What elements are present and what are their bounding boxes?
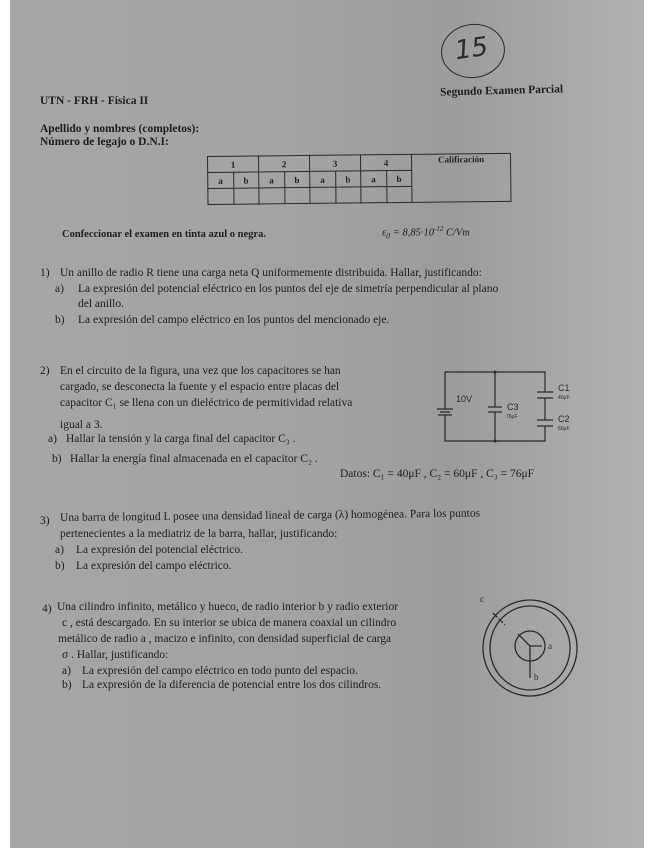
score-1a[interactable]: [208, 188, 234, 204]
epsilon-subscript: 0: [386, 231, 391, 241]
q2-part-b-label: b): [52, 453, 62, 465]
q2-part-b-text: Hallar la energía final almacenada en el capacitor C₂ .: [70, 453, 318, 465]
grade-mark: 15: [453, 31, 491, 67]
c3-value: 76μF: [506, 414, 518, 420]
circuit-diagram: [420, 362, 590, 447]
score-2a[interactable]: [259, 188, 285, 204]
score-4a[interactable]: [361, 187, 387, 203]
question-2-line-3: capacitor C₁ se llena con un dieléctrico de permitividad relativa: [60, 397, 353, 409]
part-4b: b: [386, 170, 412, 186]
q4-part-a-label: a): [62, 665, 71, 677]
institution-title: UTN - FRH - Física II: [40, 95, 149, 107]
grade-col-2: 2: [259, 155, 310, 172]
core-radius-label: a: [548, 641, 552, 651]
part-2a: a: [259, 172, 285, 188]
question-4-line-2: c , está descargado. En su interior se ubica de manera coaxial un cilindro: [62, 617, 397, 629]
score-1b[interactable]: [233, 188, 259, 204]
exam-title: Segundo Examen Parcial: [439, 83, 564, 99]
question-3-line-2: pertenecientes a la mediatriz de la barra, hallar, justificando:: [60, 528, 338, 540]
source-label: 10V: [456, 394, 473, 404]
q1-part-a-text: La expresión del potencial eléctrico en los puntos del eje de simetría perpendicular al plano: [78, 283, 499, 295]
question-4-line-4: σ . Hallar, justificando:: [62, 649, 169, 661]
outer-radius-label: c: [480, 594, 484, 604]
q2-data: Datos: C₁ = 40μF , C₂ = 60μF , C₃ = 76μF: [340, 468, 535, 480]
score-3b[interactable]: [335, 187, 361, 203]
q4-part-a-text: La expresión del campo eléctrico en todo punto del espacio.: [82, 665, 358, 677]
grade-table: [207, 153, 511, 205]
score-2b[interactable]: [284, 187, 310, 203]
c1-value: 40μF: [558, 395, 570, 401]
inner-radius-label: b: [534, 672, 539, 682]
question-4-line-1: Una cilindro infinito, metálico y hueco, de radio interior b y radio exterior: [57, 601, 399, 613]
score-cell: Calificación: [411, 153, 510, 202]
question-2-line-1: En el circuito de la figura, una vez que los capacitores se han: [60, 365, 341, 377]
q1-part-b-text: La expresión del campo eléctrico en los puntos del mencionado eje.: [78, 314, 390, 326]
id-field-label: Número de legajo o D.N.I:: [40, 136, 169, 148]
q3-part-b-label: b): [55, 560, 65, 572]
c2-value: 60μF: [558, 426, 570, 432]
constant-exponent: -12: [433, 225, 444, 233]
grade-col-1: 1: [208, 156, 259, 173]
grade-col-3: 3: [309, 155, 360, 172]
question-2-line-2: cargado, se desconecta la fuente y el espacio entre placas del: [60, 381, 340, 393]
part-3a: a: [310, 171, 336, 187]
question-4-line-3: metálico de radio a , macizo e infinito, con densidad superficial de carga: [58, 633, 392, 645]
q3-part-a-text: La expresión del potencial eléctrico.: [76, 544, 243, 556]
q2-part-a-label: a): [48, 433, 57, 445]
question-2-line-4: igual a 3.: [60, 419, 103, 431]
part-1a: a: [208, 172, 234, 188]
question-3-line-1: Una barra de longitud L posee una densidad lineal de carga (λ) homogénea. Para los puntos: [59, 507, 481, 524]
c2-label: C2: [558, 414, 570, 424]
coaxial-cylinders-figure: [470, 590, 610, 710]
instructions: Confeccionar el examen en tinta azul o negra.: [62, 229, 266, 240]
question-4-number: 4): [42, 603, 52, 615]
c1-label: C1: [558, 383, 570, 393]
part-1b: b: [233, 172, 259, 188]
question-1-number: 1): [40, 267, 50, 279]
part-2b: b: [284, 171, 310, 187]
epsilon-symbol: ε: [382, 227, 387, 239]
q3-part-a-label: a): [55, 544, 64, 556]
constant-value: = 8,85·10: [390, 227, 434, 239]
score-3a[interactable]: [310, 187, 336, 203]
question-3-number: 3): [40, 515, 50, 527]
name-field-label: Apellido y nombres (completos):: [40, 123, 200, 135]
q1-part-b-label: b): [55, 314, 65, 326]
c3-label: C3: [507, 402, 519, 412]
q1-part-a-label: a): [55, 283, 64, 295]
permittivity-constant: [382, 222, 470, 244]
question-1-text: Un anillo de radio R tiene una carga neta Q uniformemente distribuida. Hallar, justificando:: [60, 267, 482, 279]
q1-part-a-cont: del anillo.: [78, 298, 124, 310]
q2-part-a-text: Hallar la tensión y la carga final del capacitor C₃ .: [66, 433, 296, 445]
score-4b[interactable]: [386, 186, 412, 202]
constant-unit: C/Vm: [443, 227, 470, 239]
part-3b: b: [335, 171, 361, 187]
question-2-number: 2): [40, 365, 50, 377]
q4-part-b-label: b): [62, 679, 72, 691]
grade-col-4: 4: [360, 154, 411, 171]
q3-part-b-text: La expresión del campo eléctrico.: [76, 560, 232, 572]
q4-part-b-text: La expresión de la diferencia de potencial entre los dos cilindros.: [82, 679, 382, 691]
part-4a: a: [361, 171, 387, 187]
